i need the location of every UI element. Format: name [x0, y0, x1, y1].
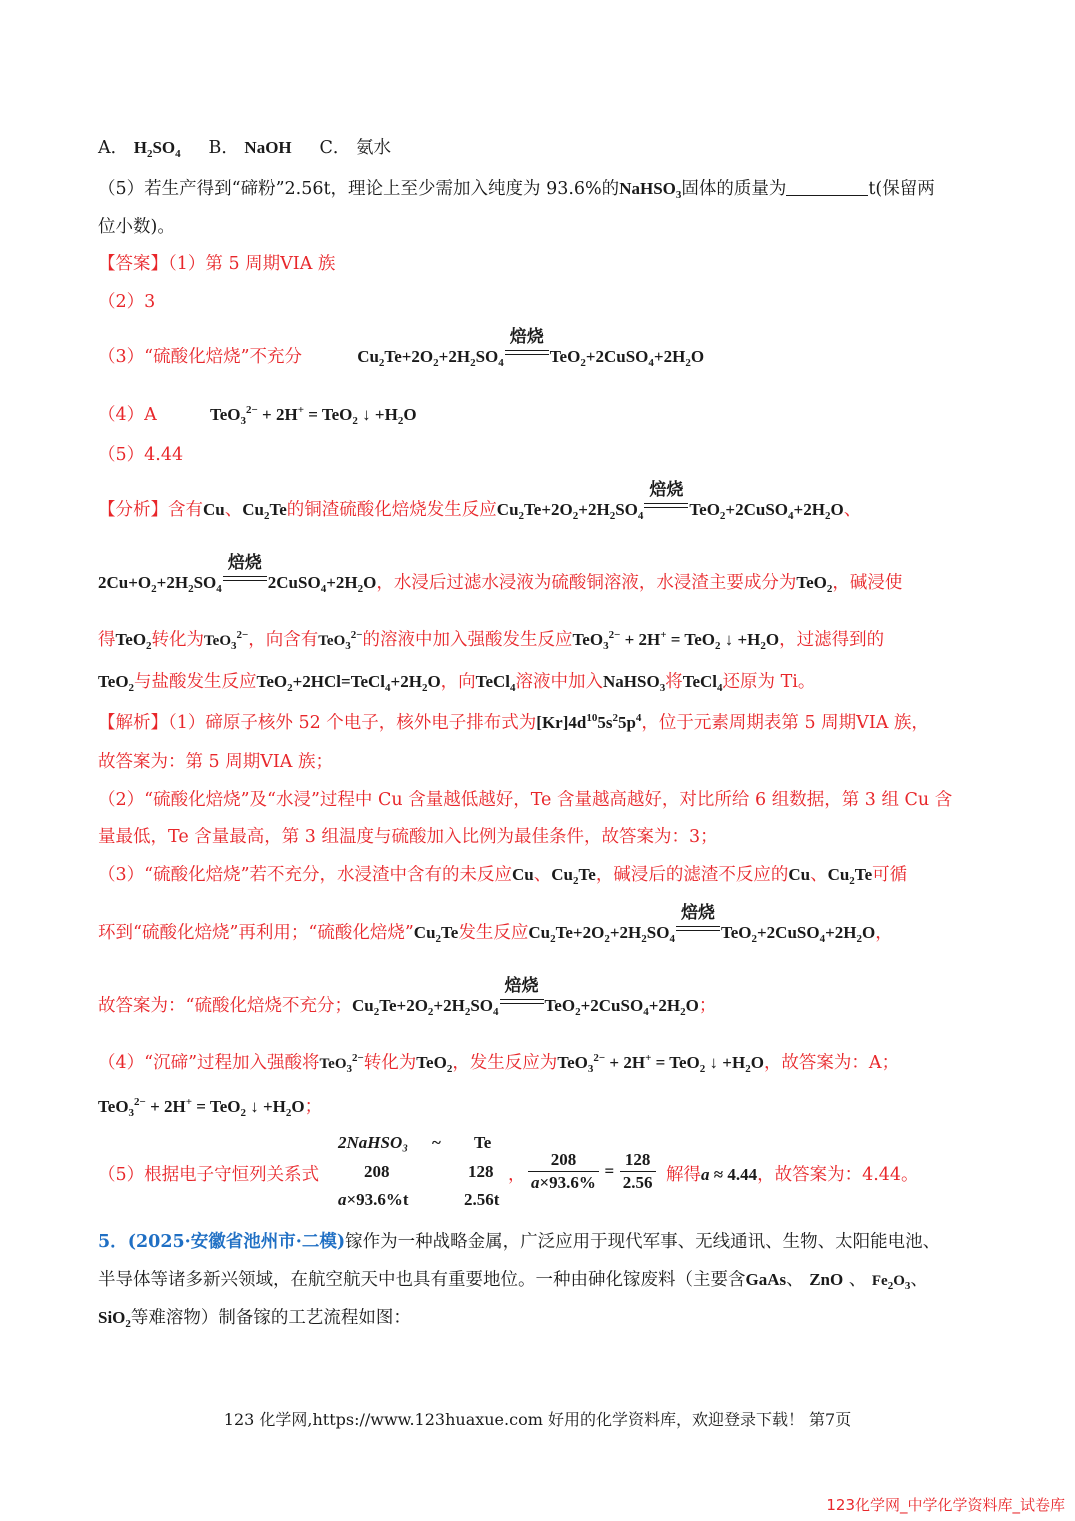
question-next-line1: 5．(2025·安徽省池州市·二模)镓作为一种战略金属，广泛应用于现代军事、无线通讯、生物、太阳能电池、: [98, 1232, 941, 1252]
equation-precipitation: TeO$_3^{2-}$ + 2H+ = TeO$_2$ ↓ $+H_2O$: [209, 404, 417, 427]
site-watermark: 123化学网_中学化学资料库_试卷库: [826, 1496, 1065, 1514]
option-a-value: $H_2SO_4$: [133, 138, 181, 160]
solution-line7: 故答案为：“硫酸化焙烧不充分；$Cu_2Te+2O_2+2H_2SO_4$ 焙烧 $TeO_2+2CuSO_4+2H_2O$；: [98, 976, 717, 1018]
question-5-line2: 位小数)。: [98, 217, 175, 237]
nahso3-formula: NaHSO$_3$: [619, 179, 682, 201]
option-c-value: 氨水: [355, 138, 391, 158]
relation-r3c1: a×93.6%t: [338, 1190, 409, 1209]
solution-line8: （4）“沉碲”过程加入强酸将TeO$_3^{2-}$转化为TeO$_2$，发生反应为TeO$_3^{2-}$ + 2H+ = TeO$_2$ ↓ $+H_2O$，故答案为：A；: [98, 1052, 900, 1075]
relation-r1c1: 2NaHSO₃: [338, 1133, 409, 1152]
answer-5: （5）4.44: [98, 445, 184, 465]
relation-r3c3: 2.56t: [464, 1190, 500, 1209]
answer-blank: [786, 179, 868, 196]
solution-line1: 【解析】（1）碲原子核外 52 个电子，核外电子排布式为$[Kr]4d^{10}5s^25p^4$，位于元素周期表第 5 周期VIA 族，: [98, 712, 929, 733]
solution-line4: 量最低，Te 含量最高，第 3 组温度与硫酸加入比例为最佳条件，故答案为：3；: [98, 827, 718, 847]
question-source: (2025·安徽省池州市·二模): [127, 1232, 346, 1252]
answer-tag: 【答案】: [98, 254, 168, 274]
question-5-line1: （5）若生产得到“碲粉”2.56t，理论上至少需加入纯度为 93.6%的NaHSO$_3$固体的质量为 t(保留两: [98, 179, 935, 201]
page-footer: 123 化学网,https://www.123huaxue.com 好用的化学资料库，欢迎登录下载！ 第7页: [223, 1410, 852, 1429]
options-line: [98, 134, 391, 160]
solution-line10: （5）根据电子守恒列关系式: [98, 1165, 320, 1185]
answer-4: （4）A TeO$_3^{2-}$ + 2H+ = TeO$_2$ ↓ $+H_2O$: [98, 404, 417, 427]
solution-line5: （3）“硫酸化焙烧”若不充分，水浸渣中含有的未反应Cu、$Cu_2Te$，碱浸后的滤渣不反应的Cu、$Cu_2Te$可循: [98, 865, 908, 887]
fraction-1: $\frac{208}{a\times 93.6\%}$: [528, 1149, 599, 1194]
option-b-value: NaOH: [244, 138, 292, 157]
relation-r2c1: 208: [364, 1162, 390, 1181]
solution-tag: 【解析】: [98, 713, 168, 733]
analysis-line4: TeO$_2$与盐酸发生反应$TeO_2+2HCl=TeCl_4+2H_2O$，向TeCl$_4$溶液中加入NaHSO$_3$将TeCl$_4$还原为 Ti。: [98, 672, 816, 694]
option-a-label: A．: [98, 138, 129, 158]
relation-r2c3: 128: [468, 1162, 494, 1181]
analysis-line2: $2Cu+O_2+2H_2SO_4$ 焙烧 $2CuSO_4+2H_2O$，水浸后过滤水浸液为硫酸铜溶液，水浸渣主要成分为TeO$_2$，碱浸使: [98, 553, 903, 595]
roasting-condition: 焙烧: [505, 342, 549, 364]
analysis-line1: 【分析】含有Cu、$Cu_2Te$的铜渣硫酸化焙烧发生反应$Cu_2Te+2O_2+2H_2SO_4$ 焙烧 $TeO_2+2CuSO_4+2H_2O$、: [98, 480, 862, 522]
answer-1: 【答案】（1）第 5 周期VIA 族: [98, 254, 336, 274]
solution-line9: TeO$_3^{2-}$ + 2H+ = TeO$_2$ ↓ $+H_2O$；: [98, 1096, 323, 1119]
solution-line10-comma: ，: [508, 1165, 526, 1185]
question-next-line2: 半导体等诸多新兴领域，在航空航天中也具有重要地位。一种由砷化镓废料（主要含GaAs、 ZnO 、 $Fe_2O_3$、: [98, 1270, 928, 1292]
answer-3: （3）“硫酸化焙烧”不充分 $Cu_2Te+2O_2+2H_2SO_4$ 焙烧 $TeO_2+2CuSO_4+2H_2O$: [98, 327, 705, 369]
option-b-label: B．: [208, 138, 239, 158]
option-c-label: C．: [319, 138, 351, 158]
relation-r1c3: Te: [474, 1133, 492, 1152]
question-next-line3: SiO$_2$等难溶物）制备镓的工艺流程如图：: [98, 1308, 411, 1330]
question-number: 5．: [98, 1232, 128, 1252]
ratio-equation: $\frac{208}{a\times 93.6\%}$ = $\frac{128}{2.56}$: [528, 1149, 656, 1194]
solution-line3: （2）“硫酸化焙烧”及“水浸”过程中 Cu 含量越低越好，Te 含量越高越好，对比所给 6 组数据，第 3 组 Cu 含: [98, 790, 953, 810]
solution-line6: 环到“硫酸化焙烧”再利用；“硫酸化焙烧$”Cu_2Te$发生反应$Cu_2Te+2O_2+2H_2SO_4$ 焙烧 $TeO_2+2CuSO_4+2H_2O$，: [98, 903, 893, 945]
solution-line2: 故答案为：第 5 周期VIA 族；: [98, 752, 334, 772]
analysis-tag: 【分析】: [98, 500, 168, 520]
analysis-line3: 得TeO$_2$转化为TeO$_3^{2-}$，向含有TeO$_3^{2-}$的溶液中加入强酸发生反应TeO$_3^{2-}$ + 2H+ = TeO$_2$ ↓ $+H_2O$，过滤得到的: [98, 629, 885, 652]
equation-roasting: $Cu_2Te+2O_2+2H_2SO_4$ 焙烧 $TeO_2+2CuSO_4+2H_2O$: [357, 327, 705, 369]
fraction-2: $\frac{128}{2.56}$: [620, 1149, 656, 1194]
answer-2: （2）3: [98, 292, 156, 312]
relation-r1c2: ~: [432, 1133, 441, 1152]
solution-result: 解得a ≈ 4.44，故答案为：4.44。: [666, 1165, 919, 1185]
